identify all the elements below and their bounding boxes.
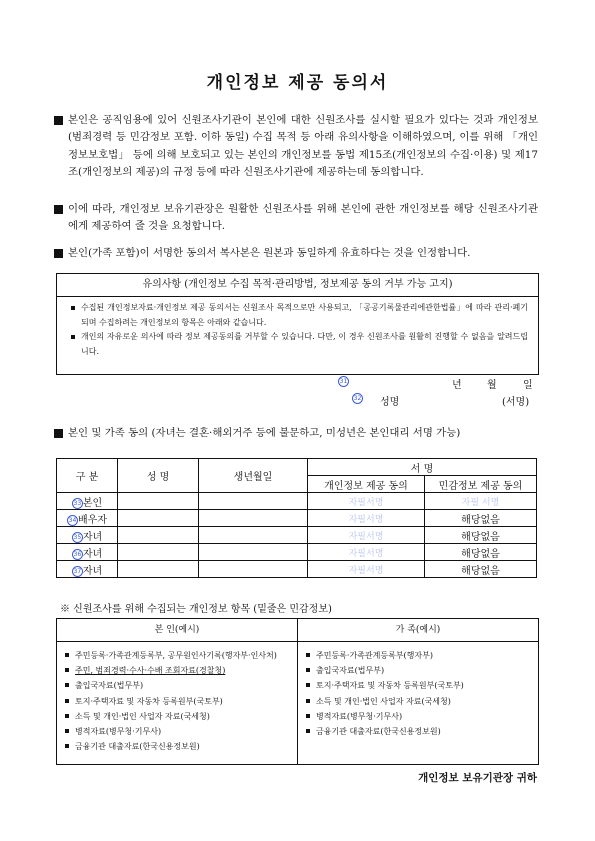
name-cell[interactable] — [118, 527, 199, 544]
name-cell[interactable] — [118, 510, 199, 527]
list-item: 소득 및 개인·법인 사업자 자료(국세청) — [65, 709, 291, 724]
square-bullet-icon — [71, 306, 75, 310]
list-item: 병적자료(병무청·기무사) — [306, 709, 532, 724]
sensitive-cell: 해당없음 — [425, 544, 537, 561]
sign-label: (서명) — [502, 397, 530, 408]
square-bullet-icon — [306, 668, 310, 672]
row-type: 36 자녀 — [57, 544, 118, 561]
square-bullet-icon — [65, 699, 69, 703]
addressee-footer: 개인정보 보유기관장 귀하 — [418, 772, 537, 784]
square-bullet-icon — [54, 249, 63, 258]
birth-cell[interactable] — [199, 510, 308, 527]
list-item: 출입국자료(법무부) — [306, 663, 532, 678]
col-birth-header: 생년월일 — [199, 459, 308, 493]
notice-heading: 유의사항 (개인정보 수집 목적·관리방법, 정보제공 동의 거부 가능 고지) — [57, 274, 538, 297]
consent-paragraph-3: 본인(가족 포함)이 서명한 동의서 복사본은 원본과 동일하게 유효하다는 것을 인정합니다. — [60, 245, 538, 262]
table-row — [57, 561, 537, 578]
row-type: 37 자녀 — [57, 561, 118, 578]
list-item: 주민등록·가족관계등록부(행자부) — [306, 648, 532, 663]
col-personal-header: 개인정보 제공 동의 — [308, 476, 425, 493]
row-type: 35 자녀 — [57, 527, 118, 544]
collected-items-note: ※ 신원조사를 위해 수집되는 개인정보 항목 (밑줄은 민감정보) — [60, 604, 332, 615]
list-item: 금융기관 대출자료(한국신용정보원) — [65, 739, 291, 754]
square-bullet-icon — [306, 729, 310, 733]
name-label: 성명 — [380, 397, 400, 408]
table-row — [57, 527, 537, 544]
col-name-header: 성 명 — [118, 459, 199, 493]
date-marker: 31 — [339, 378, 348, 385]
birth-cell[interactable] — [199, 493, 308, 510]
col-sign-header: 서 명 — [308, 459, 537, 476]
date-month-label: 월 — [487, 380, 497, 391]
square-bullet-icon — [71, 335, 75, 339]
name-cell[interactable] — [118, 544, 199, 561]
square-bullet-icon — [65, 744, 69, 748]
square-bullet-icon — [306, 653, 310, 657]
birth-cell[interactable] — [199, 561, 308, 578]
personal-sign-cell[interactable]: 자필서명 — [308, 561, 425, 578]
family-consent-table — [56, 458, 537, 578]
list-item: 소득 및 개인·법인 사업자 자료(국세청) — [306, 694, 532, 709]
list-item: 토지·주택자료 및 자동차 등록원부(국토부) — [65, 694, 291, 709]
row-type: 33 본인 — [57, 493, 118, 510]
personal-sign-cell[interactable]: 자필서명 — [308, 493, 425, 510]
birth-cell[interactable] — [199, 527, 308, 544]
table-row — [57, 510, 537, 527]
name-cell[interactable] — [118, 561, 199, 578]
personal-sign-cell[interactable]: 자필서명 — [308, 510, 425, 527]
consent-paragraph-2: 이에 따라, 개인정보 보유기관장은 원활한 신원조사를 위해 본인에 관한 개인정보를 해당 신원조사기관에게 제공하여 줄 것을 요청합니다. — [60, 201, 538, 236]
square-bullet-icon — [54, 116, 63, 125]
square-bullet-icon — [54, 205, 63, 214]
square-bullet-icon — [306, 683, 310, 687]
collected-items-box — [56, 618, 539, 765]
square-bullet-icon — [65, 729, 69, 733]
list-item: 출입국자료(법무부) — [65, 678, 291, 693]
sign-marker: 32 — [353, 395, 362, 402]
date-day-label: 일 — [523, 380, 533, 391]
col-sensitive-header: 민감정보 제공 동의 — [425, 476, 537, 493]
name-cell[interactable] — [118, 493, 199, 510]
sensitive-cell: 해당없음 — [425, 561, 537, 578]
table-row — [57, 493, 537, 510]
square-bullet-icon — [65, 668, 69, 672]
sensitive-cell: 해당없음 — [425, 527, 537, 544]
list-item: 주민등록·가족관계등록부, 공무원인사기록(행자부·인사처) — [65, 648, 291, 663]
self-items-column — [57, 619, 297, 764]
notice-item: 개인의 자유로운 의사에 따라 정보 제공동의를 거부할 수 있습니다. 다만, 이 경우 신원조사를 원활히 진행할 수 없음을 알려드립니다. — [71, 330, 528, 359]
sensitive-sign-cell[interactable]: 자필 서명 — [425, 493, 537, 510]
date-year-label: 년 — [452, 380, 462, 391]
row-type: 34 배우자 — [57, 510, 118, 527]
personal-sign-cell[interactable]: 자필서명 — [308, 544, 425, 561]
table-row — [57, 544, 537, 561]
col-type-header: 구 분 — [57, 459, 118, 493]
family-items-column — [297, 619, 538, 764]
family-consent-heading: 본인 및 가족 동의 (자녀는 결혼·해외거주 등에 불문하고, 미성년은 본인대리 서명 가능) — [60, 425, 538, 442]
notice-box — [56, 273, 539, 375]
list-item: 병적자료(병무청·기무사) — [65, 724, 291, 739]
square-bullet-icon — [65, 683, 69, 687]
sensitive-cell: 해당없음 — [425, 510, 537, 527]
square-bullet-icon — [65, 714, 69, 718]
list-item: 토지·주택자료 및 자동차 등록원부(국토부) — [306, 678, 532, 693]
page-title: 개인정보 제공 동의서 — [206, 73, 389, 93]
notice-item: 수집된 개인정보자료·개인정보 제공 동의서는 신원조사 목적으로만 사용되고, 「공공기록물관리에관한법률」에 따라 관리·폐기되며 수집하려는 개인정보의 항목은 아래와 같습니다. — [71, 301, 528, 330]
square-bullet-icon — [306, 714, 310, 718]
list-item: 주민, 범죄경력·수사·수배 조회자료(경찰청) — [65, 663, 291, 678]
family-items-heading: 가 족(예시) — [298, 619, 538, 642]
consent-paragraph-1: 본인은 공직임용에 있어 신원조사기관이 본인에 대한 신원조사를 실시할 필요가 있다는 것과 개인정보(범죄경력 등 민감정보 포함. 이하 동일) 수집 목적 등 아래 유의사항을 이해하였으며, 이를 위해 「개인정보보호법」 등에 의해 보호되고 있는 본인의 개인정보를 동법 제15조(개인정보의 수집·이용) 및 제17조(개인정보의 제공)의 규정 등에 따라 신원조사기관에 제공하는데 동의합니다. — [60, 112, 538, 182]
birth-cell[interactable] — [199, 544, 308, 561]
personal-sign-cell[interactable]: 자필서명 — [308, 527, 425, 544]
square-bullet-icon — [54, 429, 63, 438]
list-item: 금융기관 대출자료(한국신용정보원) — [306, 724, 532, 739]
square-bullet-icon — [65, 653, 69, 657]
self-items-heading: 본 인(예시) — [57, 619, 297, 642]
square-bullet-icon — [306, 699, 310, 703]
